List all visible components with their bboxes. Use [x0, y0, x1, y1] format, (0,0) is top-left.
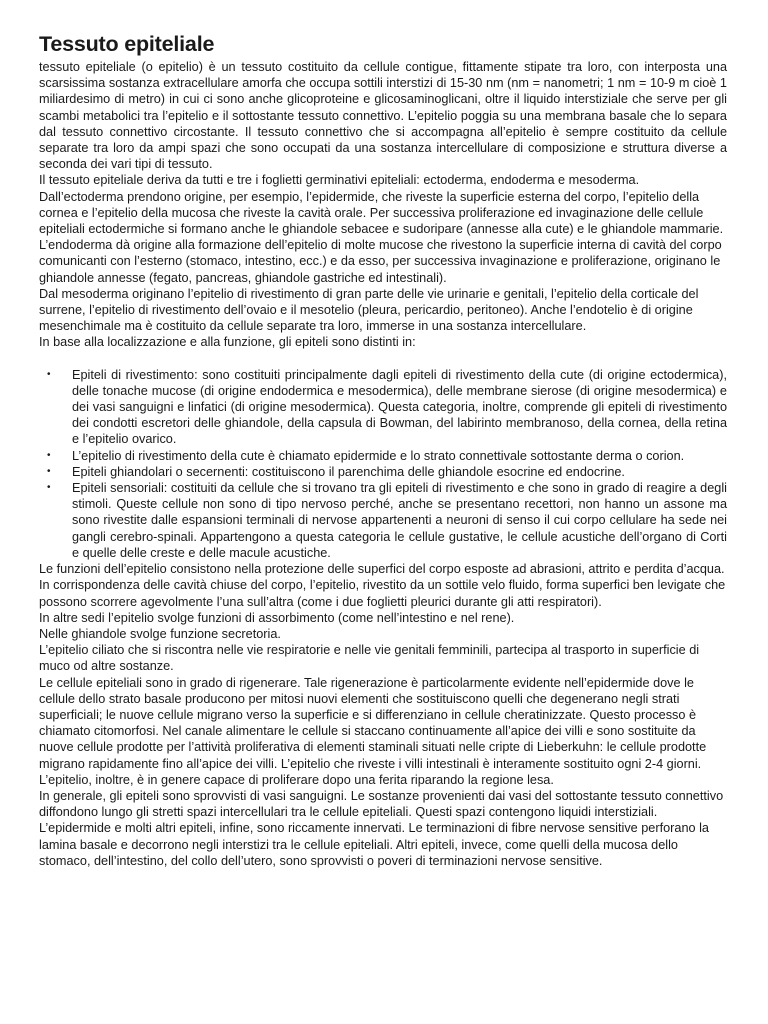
- body-paragraph: Le cellule epiteliali sono in grado di rigenerare. Tale rigenerazione è particolarmente evidente nell’epidermide dove le cellule dello strato basale producono per mitosi nuovi elementi che sostituiscono quelli che degenerano negli strati superficiali; le nuove cellule migrano verso la superficie e si differenziano in cellule cheratinizzate. Questo processo è chiamato citomorfosi. Nel canale alimentare le cellule si staccano continuamente all’apice dei villi e sono sostituite da nuove cellule prodotte per l’attività proliferativa di elementi staminali situati nelle cripte di Lieberkuhn: le cellule prodotte migrano rapidamente fino all’apice dei villi. L’epitelio che riveste i villi intestinali è interamente sostituito ogni 2-4 giorni. L’epitelio, inoltre, è in genere capace di proliferare dopo una ferita riparando la regione lesa.: [39, 675, 707, 787]
- bullet-icon: •: [47, 368, 51, 380]
- intro-paragraph: Dal mesoderma originano l’epitelio di rivestimento di gran parte delle vie urinarie e genitali, l’epitelio della corticale del surrene, l’epitelio di rivestimento dell’ovaio e il mesotelio (pleura, pericardio, peritoneo). Anche l’endotelio è di origine mesenchimale ma è costituito da cellule separate tra loro, immerse in una sostanza intercellulare.: [39, 286, 699, 334]
- document-page: [39, 30, 727, 869]
- bullet-icon: •: [47, 465, 51, 477]
- body-paragraph: In generale, gli epiteli sono sprovvisti di vasi sanguigni. Le sostanze provenienti dai vasi del sottostante tessuto connettivo diffondono lungo gli stretti spazi intercellulari tra le cellule epiteliali. Questi spazi contengono liquidi interstiziali.: [39, 788, 724, 820]
- epithelium-types-list: [39, 367, 727, 561]
- bullet-icon: •: [47, 449, 51, 461]
- list-item-text: L’epitelio di rivestimento della cute è chiamato epidermide e lo strato connettivale sottostante derma o corion.: [72, 448, 685, 463]
- body-paragraph: In corrispondenza delle cavità chiuse del corpo, l’epitelio, rivestito da un sottile velo fluido, forma superfici ben levigate che possono scorrere agevolmente l’una sull’altra (come i due foglietti pleurici durante gli atti respiratori).: [39, 578, 726, 609]
- body-paragraph: In altre sedi l’epitelio svolge funzioni di assorbimento (come nell’intestino e nel rene).: [39, 610, 515, 625]
- body-section: [39, 561, 727, 869]
- intro-paragraph: Dall’ectoderma prendono origine, per esempio, l’epidermide, che riveste la superficie esterna del corpo, l’epitelio della cornea e l’epitelio della mucosa che riveste la cavità orale. Per successiva proliferazione ed invaginazione delle cellule epiteliali ectodermiche si formano anche le ghiandole sebacee e sudoripare (annesse alla cute) e le ghiandole mammarie.: [39, 189, 724, 237]
- intro-paragraph: Il tessuto epiteliale deriva da tutti e tre i foglietti germinativi epiteliali: ectoderma, endoderma e mesoderma.: [39, 173, 640, 188]
- list-item-text: Epiteli sensoriali: costituiti da cellule che si trovano tra gli epiteli di rivestimento e che sono in grado di reagire a degli stimoli. Queste cellule non sono di tipo nervoso perché, anche se presentano recettori, non hanno un assone ma sono rivestite dalle espansioni terminali di nervose appartenenti a neuroni di senso il cui corpo cellulare ha sede nei gangli cerebro-spinali. Appartengono a questa categoria le cellule gustative, le cellule acustiche dell’organo di Corti e quelle delle creste e delle macule acustiche.: [72, 481, 727, 560]
- body-paragraph: L’epidermide e molti altri epiteli, infine, sono riccamente innervati. Le terminazioni di fibre nervose sensitive perforano la lamina basale e decorrono negli interstizi tra le cellule epiteliali. Altri epiteli, invece, come quelli della mucosa dello stomaco, dell’intestino, del collo dell’utero, sono sprovvisti o poveri di terminazioni nervose sensitive.: [39, 821, 709, 868]
- intro-paragraph: tessuto epiteliale (o epitelio) è un tessuto costituito da cellule contigue, fittamente stipate tra loro, con interposta una scarsissima sostanza extracellulare amorfa che occupa sottili interstizi di 15-30 nm (nm = nanometri; 1 nm = 10-9 m cioè 1 miliardesimo di metro) in cui ci sono anche glicoproteine e glicosaminoglicani, oltre il liquido interstiziale che serve per gli scambi metabolici tra l’epitelio e il sottostante tessuto connettivo. L’epitelio poggia su una membrana basale che lo separa dal tessuto connettivo circostante. Il tessuto connettivo che si accompagna all’epitelio è sempre costituito da cellule separate tra loro da ampi spazi che sono occupati da una sostanza intercellulare di composizione e struttura diverse a seconda dei vari tipi di tessuto.: [39, 60, 727, 172]
- list-item: [39, 367, 727, 448]
- section-spacer: [39, 351, 727, 367]
- body-paragraph: Le funzioni dell’epitelio consistono nella protezione delle superfici del corpo esposte ad abrasioni, attrito e perdita d’acqua.: [39, 562, 725, 577]
- list-item-text: Epiteli di rivestimento: sono costituiti principalmente dagli epiteli di rivestimento della cute (di origine ectodermica), delle tonache mucose (di origine endodermica e mesodermica), delle membrane sierose (di origine mesodermica) e dei vasi sanguigni e linfatici (di origine mesodermica). Questa categoria, inoltre, comprende gli epiteli di rivestimento dei condotti escretori delle ghiandole, della capsula di Bowman, del labirinto membranoso, della cornea, della retina e l’epitelio ovarico.: [72, 367, 727, 447]
- intro-section: [39, 59, 727, 351]
- intro-paragraph: L’endoderma dà origine alla formazione dell’epitelio di molte mucose che rivestono la superficie interna di cavità del corpo comunicanti con l’esterno (stomaco, intestino, ecc.) e da esso, per successiva invaginazione e proliferazione, originano le ghiandole annesse (fegato, pancreas, ghiandole gastriche ed intestinali).: [39, 238, 722, 285]
- body-paragraph: Nelle ghiandole svolge funzione secretoria.: [39, 626, 281, 641]
- body-paragraph: L’epitelio ciliato che si riscontra nelle vie respiratorie e nelle vie genitali femminili, partecipa al trasporto in superficie di muco od altre sostanze.: [39, 643, 700, 674]
- list-item: [39, 480, 727, 561]
- bullet-icon: •: [47, 482, 51, 494]
- list-item: [39, 448, 727, 464]
- document-title: Tessuto epiteliale: [39, 32, 215, 56]
- intro-paragraph: In base alla localizzazione e alla funzione, gli epiteli sono distinti in:: [39, 335, 416, 350]
- list-item: [39, 464, 727, 480]
- list-item-text: Epiteli ghiandolari o secernenti: costituiscono il parenchima delle ghiandole esocrine ed endocrine.: [72, 464, 625, 479]
